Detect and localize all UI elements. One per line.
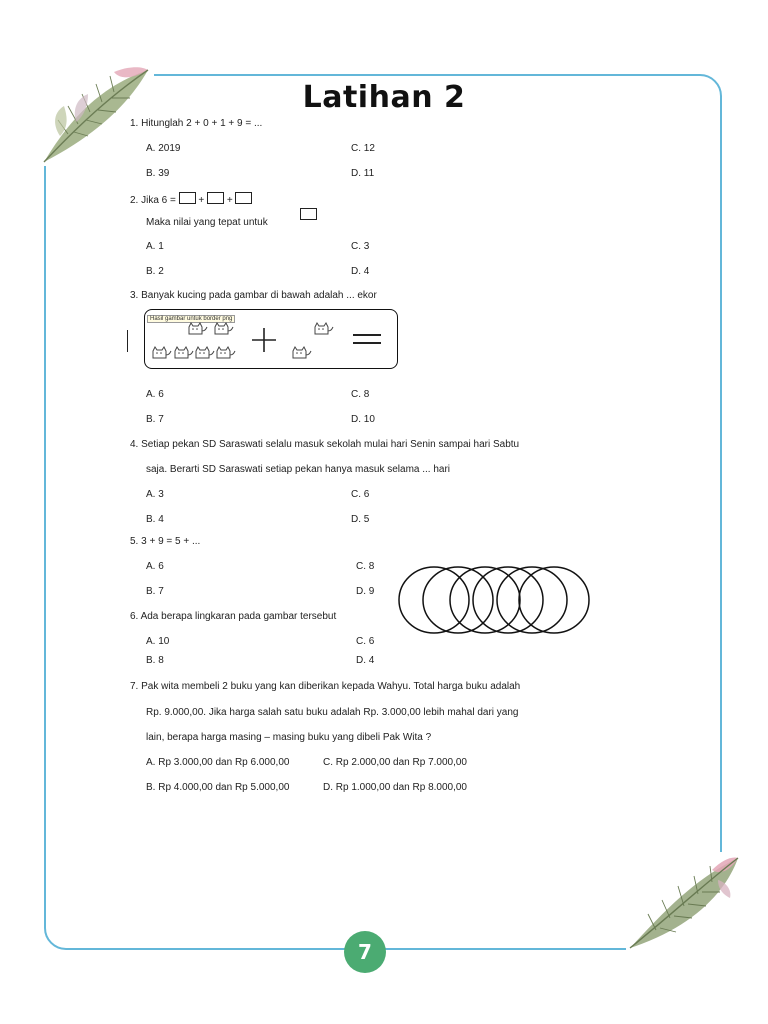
cat-icon [193,344,215,362]
question-7-line-3: lain, berapa harga masing – masing buku yang dibeli Pak Wita ? [146,732,432,743]
q2-text-part: + [224,195,236,206]
question-1-text: 1. Hitunglah 2 + 0 + 1 + 9 = ... [130,118,263,129]
q3-option-a[interactable]: A. 6 [146,389,164,400]
q7-option-c[interactable]: C. Rp 2.000,00 dan Rp 7.000,00 [323,757,467,768]
q5-option-b[interactable]: B. 7 [146,586,164,597]
page-title: Latihan 2 [302,80,466,115]
blank-box [300,208,317,220]
q4-option-c[interactable]: C. 6 [351,489,370,500]
q2-option-c[interactable]: C. 3 [351,241,370,252]
question-3-text: 3. Banyak kucing pada gambar di bawah adalah ... ekor [130,290,377,301]
q2-option-a[interactable]: A. 1 [146,241,164,252]
text-cursor [127,330,128,352]
q6-option-b[interactable]: B. 8 [146,655,164,666]
q3-option-c[interactable]: C. 8 [351,389,370,400]
circles-figure [396,564,592,636]
cat-icon [290,344,312,362]
q2-text-part: + [195,195,208,206]
page-number-badge: 7 [344,931,386,973]
q4-option-b[interactable]: B. 4 [146,514,164,525]
q4-option-a[interactable]: A. 3 [146,489,164,500]
question-2-text [130,192,252,206]
equals-icon [352,332,382,346]
cat-icon [172,344,194,362]
question-5-text: 5. 3 + 9 = 5 + ... [130,536,201,547]
q1-option-b[interactable]: B. 39 [146,168,170,179]
question-6-text: 6. Ada berapa lingkaran pada gambar tersebut [130,611,337,622]
plus-icon [250,326,278,354]
q6-option-a[interactable]: A. 10 [146,636,170,647]
cat-icon [214,344,236,362]
q2-subtext: Maka nilai yang tepat untuk [146,217,268,228]
q3-option-d[interactable]: D. 10 [351,414,375,425]
q2-option-d[interactable]: D. 4 [351,266,370,277]
q7-option-b[interactable]: B. Rp 4.000,00 dan Rp 5.000,00 [146,782,290,793]
q5-option-c[interactable]: C. 8 [356,561,375,572]
q5-option-a[interactable]: A. 6 [146,561,164,572]
q5-option-d[interactable]: D. 9 [356,586,375,597]
blank-box [207,192,224,204]
q7-option-d[interactable]: D. Rp 1.000,00 dan Rp 8.000,00 [323,782,467,793]
cat-icon [212,320,234,338]
q1-option-a[interactable]: A. 2019 [146,143,181,154]
q6-option-d[interactable]: D. 4 [356,655,375,666]
question-7-line-2: Rp. 9.000,00. Jika harga salah satu buku adalah Rp. 3.000,00 lebih mahal dari yang [146,707,519,718]
q4-option-d[interactable]: D. 5 [351,514,370,525]
q7-option-a[interactable]: A. Rp 3.000,00 dan Rp 6.000,00 [146,757,290,768]
q3-option-b[interactable]: B. 7 [146,414,164,425]
cat-icon [186,320,208,338]
blank-box [235,192,252,204]
cat-icon [150,344,172,362]
q2-option-b[interactable]: B. 2 [146,266,164,277]
question-4-line-1: 4. Setiap pekan SD Saraswati selalu masuk sekolah mulai hari Senin sampai hari Sabtu [130,439,520,450]
q1-option-c[interactable]: C. 12 [351,143,375,154]
q2-text-part: 2. Jika 6 = [130,195,179,206]
q1-option-d[interactable]: D. 11 [351,168,375,179]
question-4-line-2: saja. Berarti SD Saraswati setiap pekan hanya masuk selama ... hari [146,464,451,475]
question-7-line-1: 7. Pak wita membeli 2 buku yang kan diberikan kepada Wahyu. Total harga buku adalah [130,681,521,692]
blank-box [179,192,196,204]
q6-option-c[interactable]: C. 6 [356,636,375,647]
image-tooltip: Hasil gambar untuk border png [147,315,235,323]
leaf-icon [626,852,744,954]
cat-icon [312,320,334,338]
